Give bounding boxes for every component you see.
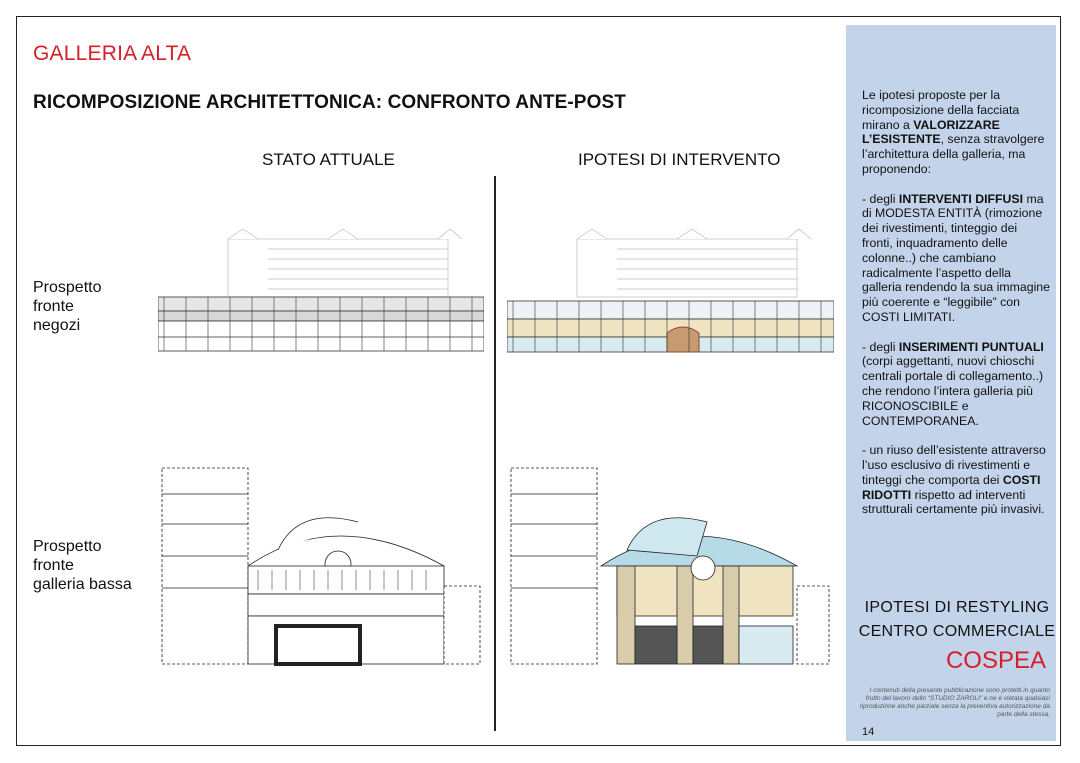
page-number: 14 xyxy=(862,726,875,738)
elevation-svg-current-shop-front xyxy=(158,225,484,355)
copyright-disclaimer: I contenuti della presente pubblicazione sono protetti in quanto frutto del lavoro dello “STUDIO ZAROLI” e ne è vietata qualsiasi riproduzione anche parziale senza la preventiva autorizzazione da parte della stessa. xyxy=(859,687,1050,718)
text-emphasis: COSTI RIDOTTI xyxy=(862,472,1041,502)
row-label-shop-front xyxy=(33,278,101,335)
elevation-drawing-current-lower-gallery xyxy=(158,466,484,668)
elevation-svg-proposal-lower-gallery xyxy=(507,466,834,668)
elevation-svg-current-lower-gallery xyxy=(158,466,484,668)
sidebar-paragraph xyxy=(862,88,1050,177)
elevation-drawing-proposal-shop-front xyxy=(507,225,834,355)
text-emphasis: VALORIZZARE L’ESISTENTE xyxy=(862,117,1000,147)
text-span: - degli xyxy=(862,191,899,206)
text-span: , senza stravolgere l’architettura della galleria, ma proponendo: xyxy=(862,132,1045,176)
brand-line-shopping-center: CENTRO COMMERCIALE xyxy=(858,623,1056,640)
text-span: rispetto ad interventi strutturali certamente più invasivi. xyxy=(862,487,1045,517)
row-label-line: galleria bassa xyxy=(33,576,132,593)
column-divider xyxy=(494,176,496,731)
brand-line-restyling: IPOTESI DI RESTYLING xyxy=(864,599,1050,616)
text-span: - degli xyxy=(862,339,899,354)
row-label-lower-gallery-front xyxy=(33,537,132,594)
row-label-line: fronte xyxy=(33,557,74,574)
sidebar-paragraph xyxy=(862,192,1050,325)
sidebar-paragraph xyxy=(862,443,1050,517)
text-emphasis: INTERVENTI DIFFUSI xyxy=(898,191,1024,206)
row-label-line: Prospetto xyxy=(33,279,102,296)
row-label-line: Prospetto xyxy=(33,538,102,555)
main-title: RICOMPOSIZIONE ARCHITETTONICA: CONFRONTO ANTE-POST xyxy=(33,92,626,113)
text-span: (corpi aggettanti, nuovi chioschi centrali portale di collegamento..) che rendono l’intera galleria più RICONOSCIBILE e CONTEMPORANEA. xyxy=(862,354,1044,428)
text-span: Le ipotesi proposte per la ricomposizione della facciata mirano a xyxy=(862,88,1020,132)
sidebar-panel xyxy=(846,25,1056,741)
column-title-current-state: STATO ATTUALE xyxy=(262,150,395,169)
column-title-proposal: IPOTESI DI INTERVENTO xyxy=(578,150,781,169)
elevation-drawing-proposal-lower-gallery xyxy=(507,466,834,668)
row-label-line: fronte xyxy=(33,298,74,315)
text-span: ma di MODESTA ENTITÀ (rimozione dei rivestimenti, tinteggio dei fronti, inquadramento delle colonne..) che cambiano radicalmente l’aspetto della galleria rendendo la sua immagine più coerente e “leggibile” con COSTI LIMITATI. xyxy=(862,191,1050,324)
elevation-drawing-current-shop-front xyxy=(158,225,484,355)
elevation-svg-proposal-shop-front xyxy=(507,225,834,355)
sidebar-description xyxy=(862,88,1050,532)
sidebar-paragraph xyxy=(862,340,1050,429)
text-span: - un riuso dell’esistente attraverso l’uso esclusivo di rivestimenti e tinteggi che comporta dei xyxy=(862,443,1046,487)
row-label-line: negozi xyxy=(33,317,81,334)
brand-name: COSPEA xyxy=(945,647,1046,674)
text-emphasis: INSERIMENTI PUNTUALI xyxy=(898,339,1044,354)
section-title: GALLERIA ALTA xyxy=(33,42,192,65)
